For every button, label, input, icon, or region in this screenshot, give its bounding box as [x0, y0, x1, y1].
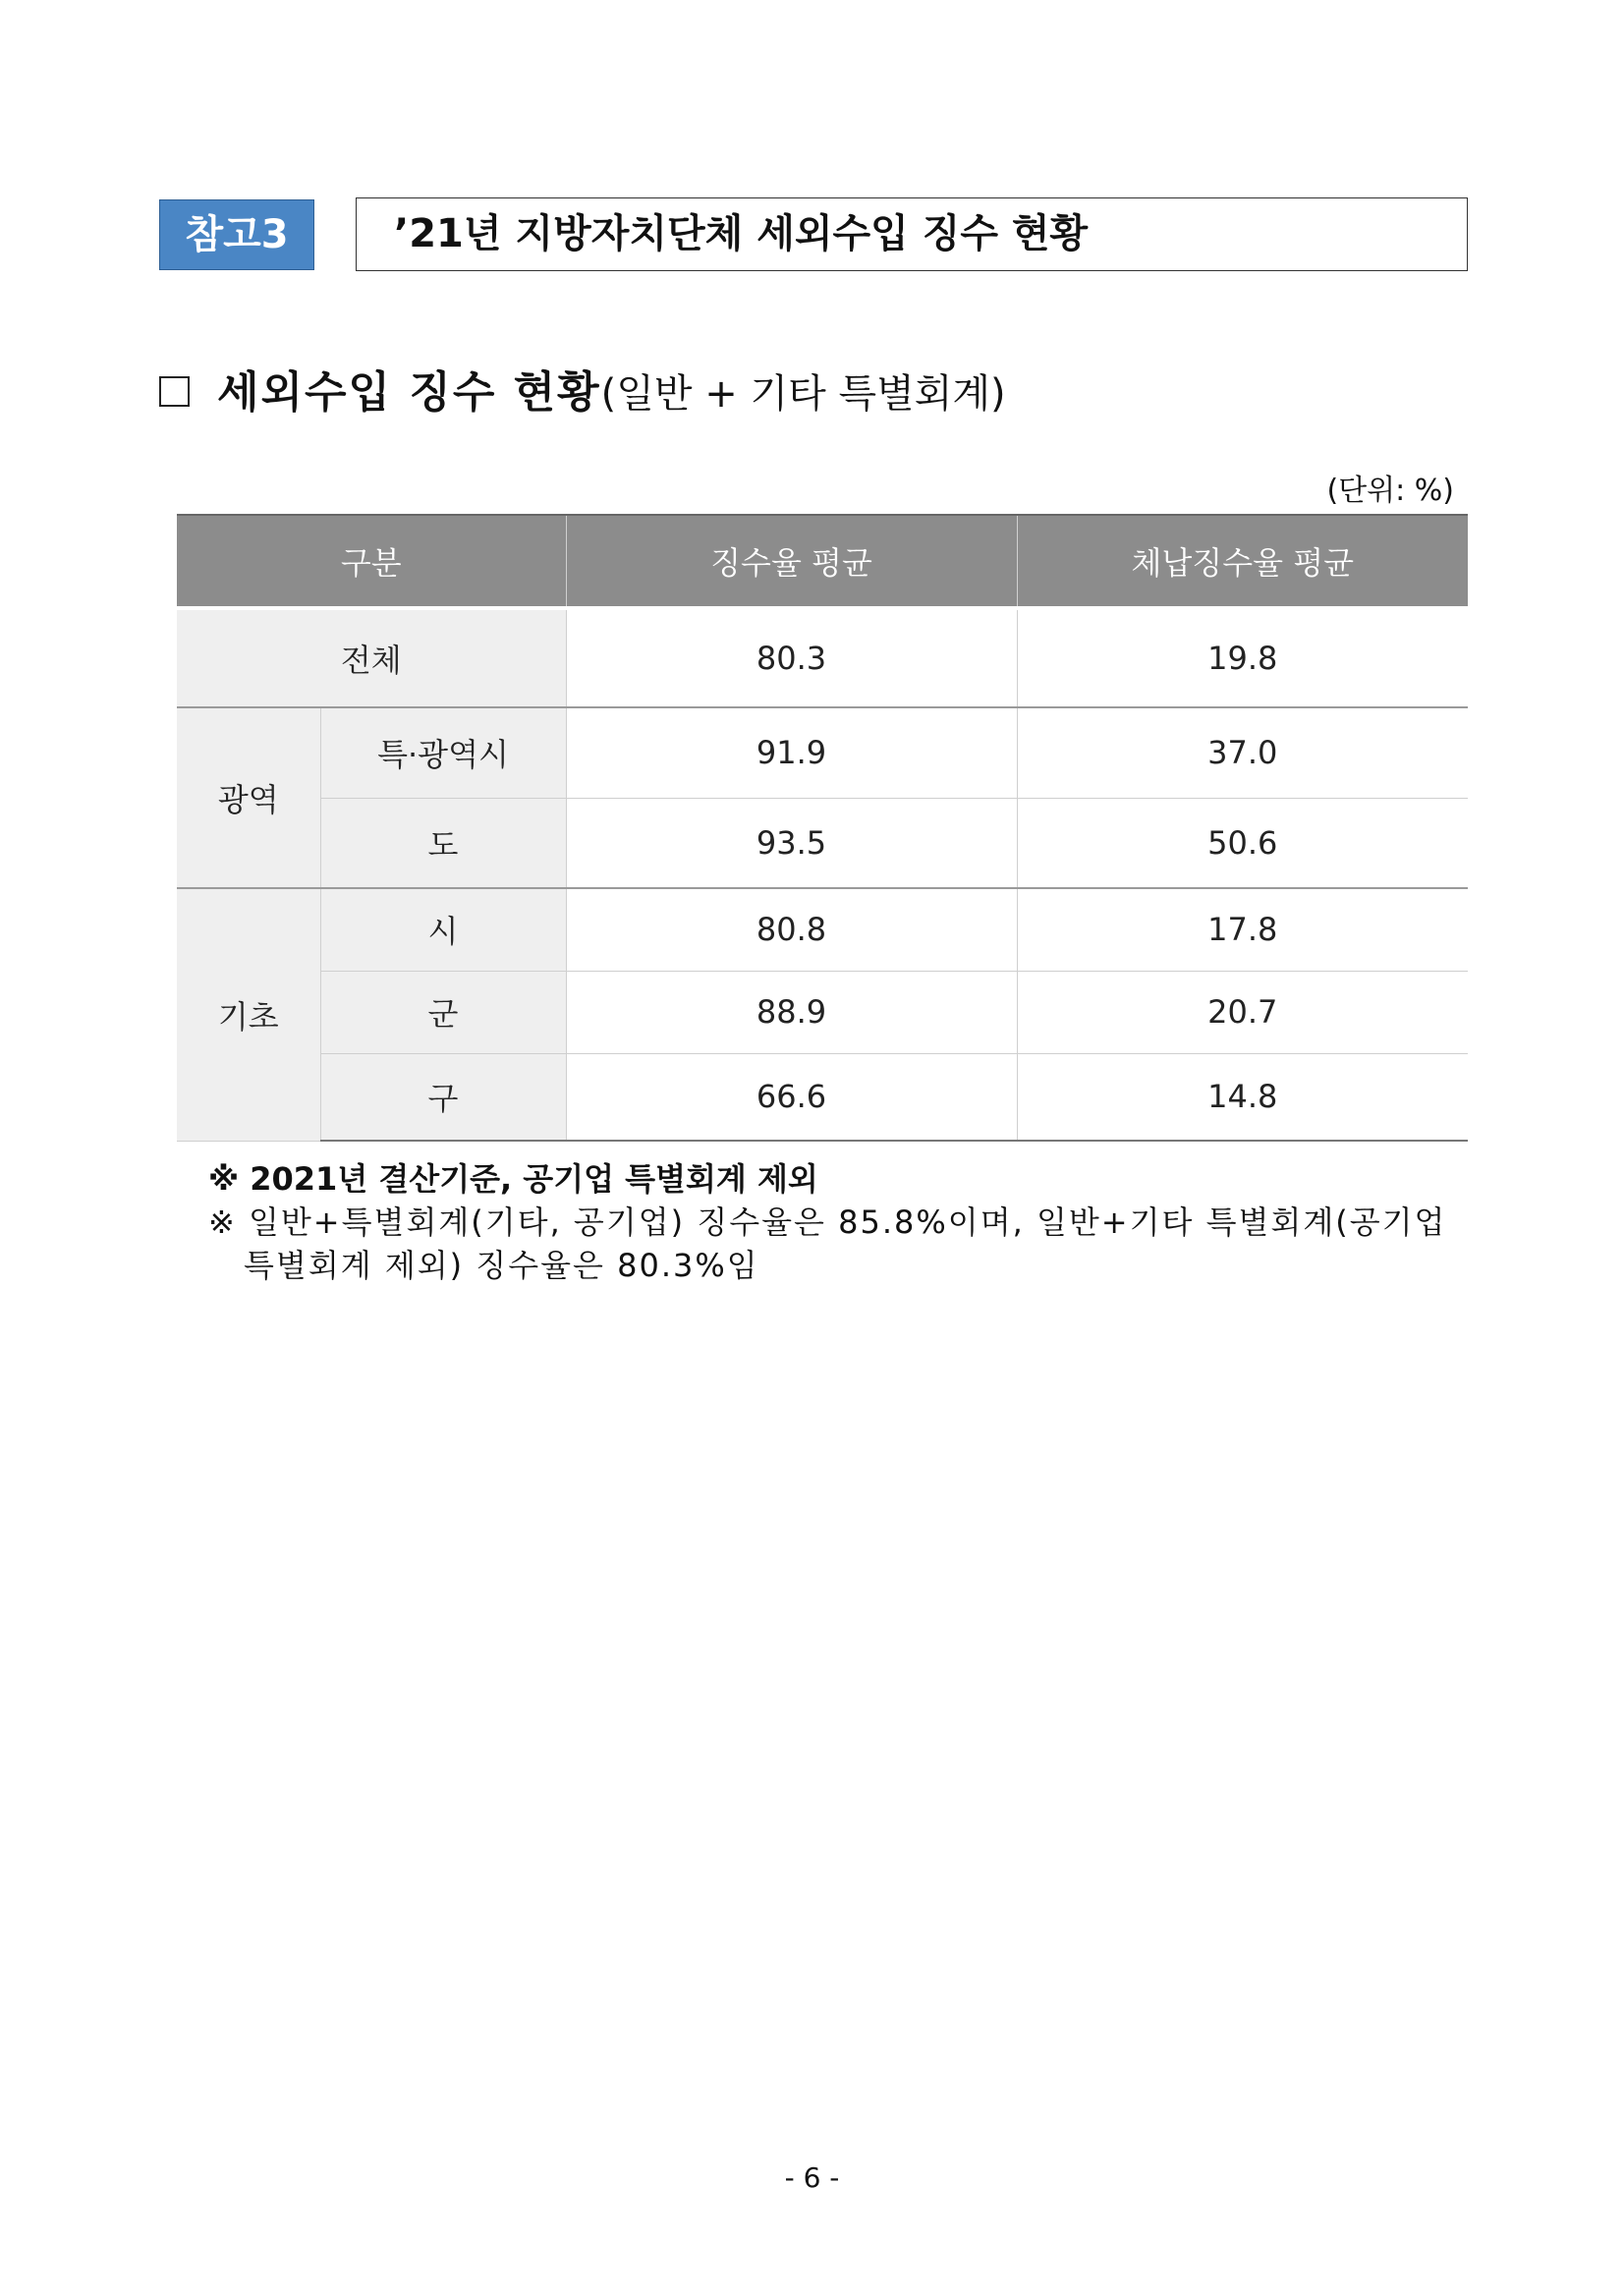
collection-rate-cell: 88.9: [566, 971, 1017, 1053]
arrears-rate-cell: 50.6: [1017, 798, 1468, 888]
reference-title: ’21년 지방자치단체 세외수입 징수 현황: [356, 197, 1468, 271]
table-row: [177, 888, 1468, 971]
collection-rate-cell: 80.8: [566, 888, 1017, 971]
header-category: 구분: [177, 515, 566, 608]
footnotes: [208, 1157, 1476, 1287]
table-row: [177, 1053, 1468, 1141]
group-label-basic: 기초: [177, 888, 320, 1141]
section-title: 세외수입 징수 현황: [217, 367, 601, 418]
collection-rate-table: [177, 514, 1468, 1142]
table-row-total: [177, 608, 1468, 707]
group-label-metro: 광역: [177, 707, 320, 888]
section-heading: [159, 364, 1476, 423]
page-number: - 6 -: [784, 2161, 840, 2194]
header-arrears-rate: 체납징수율 평균: [1017, 515, 1468, 608]
arrears-rate-cell: 19.8: [1017, 608, 1468, 707]
arrears-rate-cell: 20.7: [1017, 971, 1468, 1053]
collection-rate-cell: 93.5: [566, 798, 1017, 888]
table-row: [177, 707, 1468, 798]
unit-label: (단위: %): [1326, 474, 1454, 508]
row-label: 특·광역시: [320, 707, 566, 798]
row-label: 도: [320, 798, 566, 888]
reference-badge: 참고3: [159, 199, 314, 270]
square-bullet-icon: [159, 376, 190, 407]
table-row: [177, 971, 1468, 1053]
collection-rate-cell: 80.3: [566, 608, 1017, 707]
row-label: 시: [320, 888, 566, 971]
arrears-rate-cell: 14.8: [1017, 1053, 1468, 1141]
section-subtitle: (일반 + 기타 특별회계): [600, 371, 1006, 417]
header-collection-rate: 징수율 평균: [566, 515, 1017, 608]
footnote: ※ 2021년 결산기준, 공기업 특별회계 제외: [208, 1160, 818, 1198]
collection-rate-cell: 66.6: [566, 1053, 1017, 1141]
table-row: [177, 798, 1468, 888]
arrears-rate-cell: 37.0: [1017, 707, 1468, 798]
collection-rate-cell: 91.9: [566, 707, 1017, 798]
arrears-rate-cell: 17.8: [1017, 888, 1468, 971]
row-label: 군: [320, 971, 566, 1053]
footnote: ※ 일반+특별회계(기타, 공기업) 징수율은 85.8%이며, 일반+기타 특별회계(공기업: [208, 1204, 1447, 1241]
row-label: 전체: [177, 608, 566, 707]
footnote-continued: 특별회계 제외) 징수율은 80.3%임: [244, 1247, 759, 1284]
row-label: 구: [320, 1053, 566, 1141]
table-header-row: [177, 515, 1468, 608]
